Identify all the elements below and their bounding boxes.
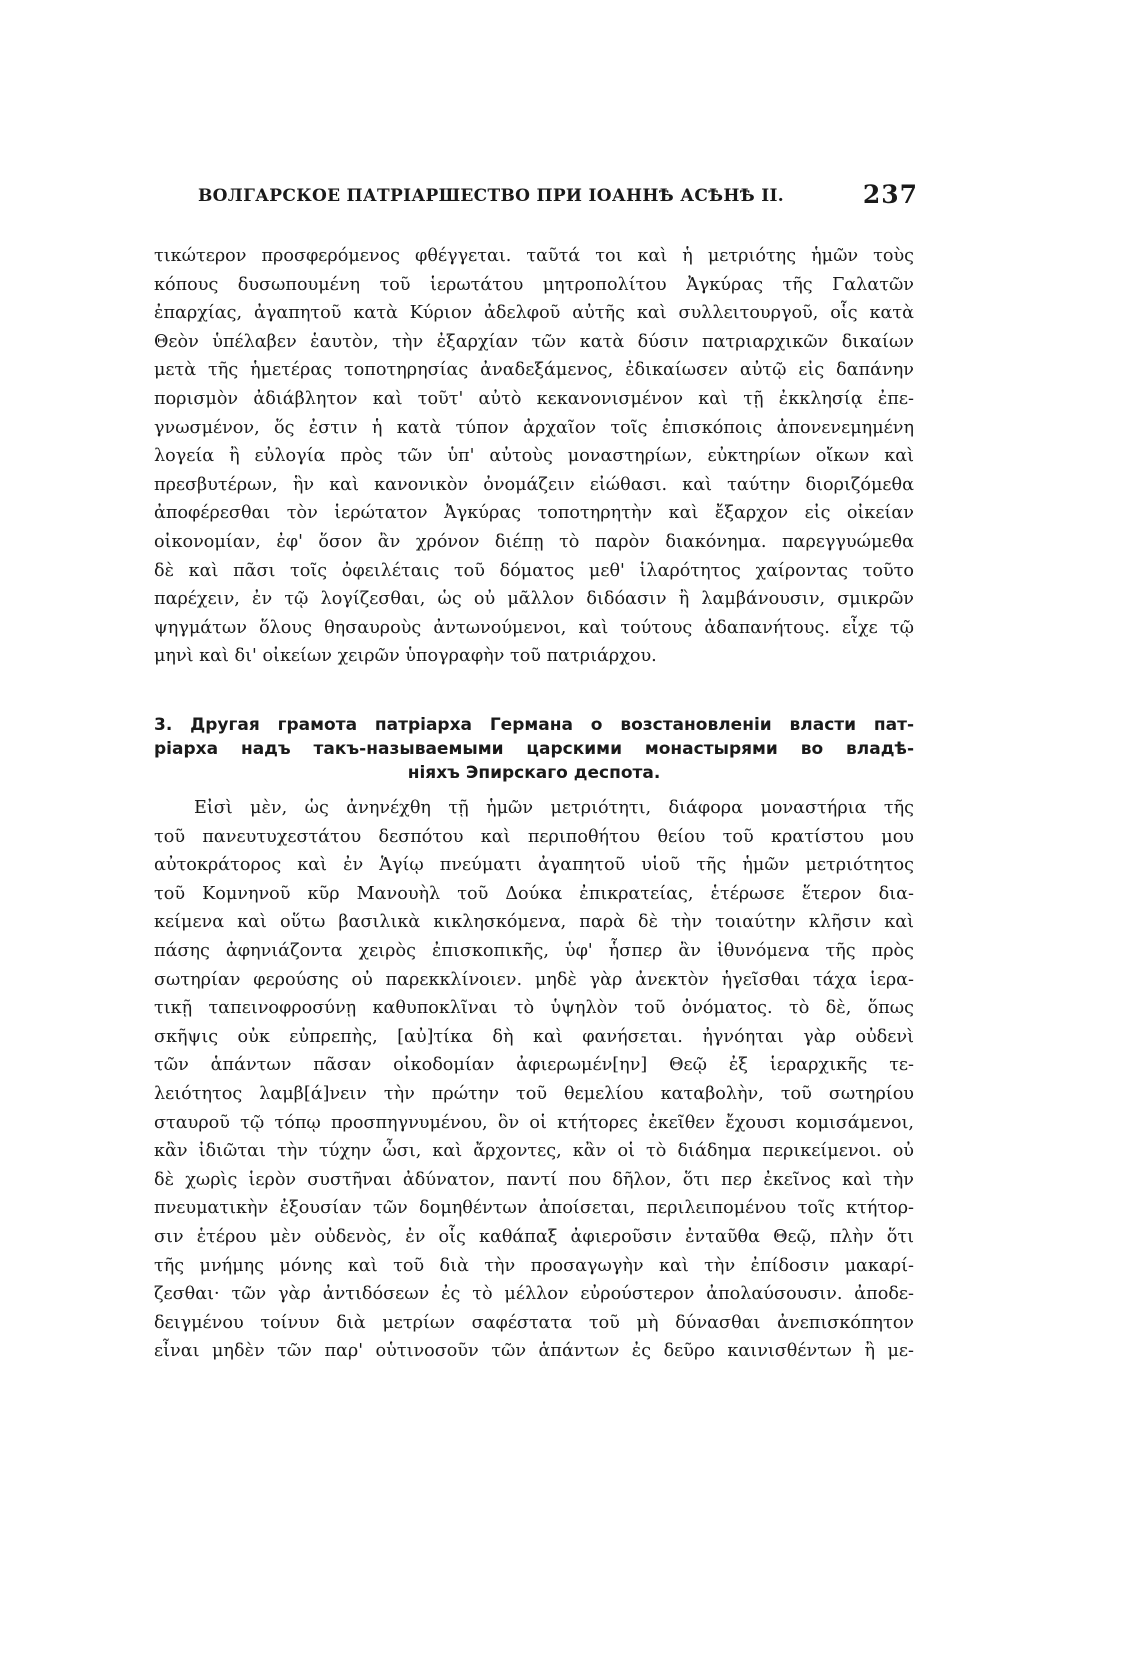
heading-line: рiарха надъ такъ-называемыми царскими монастырями во владѣ- [154, 739, 914, 759]
text-line: ψηγμάτων ὅλους θησαυροὺς ἀντωνούμενοι, καὶ τούτους ἀδαπανήτους. εἶχε τῷ [154, 617, 914, 638]
text-line: σταυροῦ τῷ τόπῳ προσπηγνυμένου, ὃν οἱ κτήτορες ἐκεῖθεν ἔχουσι κομισάμενοι, [154, 1112, 914, 1133]
text-line: δὲ χωρὶς ἱερὸν συστῆναι ἀδύνατον, παντί που δῆλον, ὅτι περ ἐκεῖνος καὶ τὴν [154, 1169, 914, 1190]
text-line: ἐπαρχίας, ἀγαπητοῦ κατὰ Κύριον ἀδελφοῦ αὐτῆς καὶ συλλειτουργοῦ, οἷς κατὰ [154, 303, 914, 324]
text-line: λογεία ἢ εὐλογία πρὸς τῶν ὑπ' αὐτοὺς μοναστηρίων, εὐκτηρίων οἴκων καὶ [154, 446, 914, 467]
text-line: τοῦ Κομνηνοῦ κῦρ Μανουὴλ τοῦ Δούκα ἐπικρατείας, ἑτέρωσε ἕτερον δια- [154, 883, 914, 904]
text-line: πνευματικὴν ἐξουσίαν τῶν δομηθέντων ἀποίσεται, περιλειπομένου τοῖς κτήτορ- [154, 1198, 914, 1219]
text-line: τικῇ ταπεινοφροσύνῃ καθυποκλῖναι τὸ ὑψηλὸν τοῦ ὀνόματος. τὸ δὲ, ὅπως [154, 998, 914, 1019]
text-line: γνωσμένον, ὅς ἐστιν ἡ κατὰ τύπον ἀρχαῖον τοῖς ἐπισκόποις ἀπονενεμημένη [154, 417, 914, 438]
text-line: τῶν ἁπάντων πᾶσαν οἰκοδομίαν ἀφιερωμέν[ην] Θεῷ ἐξ ἱεραρχικῆς τε- [154, 1055, 914, 1076]
text-line: πρεσβυτέρων, ἣν καὶ κανονικὸν ὀνομάζειν εἰώθασι. καὶ ταύτην διοριζόμεθα [154, 474, 914, 495]
text-line: κείμενα καὶ οὕτω βασιλικὰ κικλησκόμενα, παρὰ δὲ τὴν τοιαύτην κλῆσιν καὶ [154, 912, 914, 933]
text-line: παρέχειν, ἐν τῷ λογίζεσθαι, ὡς οὐ μᾶλλον διδόασιν ἢ λαμβάνουσιν, σμικρῶν [154, 589, 914, 610]
text-line: δειγμένου τοίνυν διὰ μετρίων σαφέστατα τοῦ μὴ δύνασθαι ἀνεπισκόπητον [154, 1312, 914, 1333]
text-line: Εἰσὶ μὲν, ὡς ἀνηνέχθη τῇ ἡμῶν μετριότητι, διάφορα μοναστήρια τῆς [194, 798, 914, 818]
text-line: αὐτοκράτορος καὶ ἐν Ἁγίῳ πνεύματι ἀγαπητοῦ υἱοῦ τῆς ἡμῶν μετριότητος [154, 855, 914, 876]
text-line: τικώτερον προσφερόμενος φθέγγεται. ταῦτά τοι καὶ ἡ μετριότης ἡμῶν τοὺς [154, 246, 914, 266]
text-line: λειότητος λαμβ[ά]νειν τὴν πρώτην τοῦ θεμελίου καταβολὴν, τοῦ σωτηρίου [154, 1083, 914, 1104]
text-line: σωτηρίαν φερούσης οὐ παρεκκλίνοιεν. μηδὲ γὰρ ἀνεκτὸν ἡγεῖσθαι τάχα ἱερα- [154, 969, 914, 990]
text-line: σιν ἑτέρου μὲν οὐδενὸς, ἐν οἷς καθάπαξ ἀφιεροῦσιν ἐνταῦθα Θεῷ, πλὴν ὅτι [154, 1226, 914, 1247]
text-line: κόπους δυσωπουμένη τοῦ ἱερωτάτου μητροπολίτου Ἀγκύρας τῆς Γαλατῶν [154, 274, 914, 295]
heading-line: 3. Другая грамота патрiарха Германа о возстановленiи власти пат- [154, 715, 914, 735]
text-line: κἂν ἰδιῶται τὴν τύχην ὦσι, καὶ ἄρχοντες, κἂν οἱ τὸ διάδημα περικείμενοι. οὐ [154, 1141, 914, 1162]
section-heading [154, 713, 914, 785]
text-line: ἀποφέρεσθαι τὸν ἱερώτατον Ἀγκύρας τοποτηρητὴν καὶ ἔξαρχον εἰς οἰκείαν [154, 503, 914, 524]
text-line: πορισμὸν ἀδιάβλητον καὶ τοῦτ' αὐτὸ κεκανονισμένον καὶ τῇ ἐκκλησίᾳ ἐπε- [154, 388, 914, 409]
text-line: μετὰ τῆς ἡμετέρας τοποτηρησίας ἀναδεξάμενος, ἐδικαίωσεν αὐτῷ εἰς δαπάνην [154, 360, 914, 381]
running-title: ВОЛГАРСКОЕ ПАТРIАРШЕСТВО ПРИ IОАННѢ АСѢНѢ II. [198, 186, 785, 206]
page-header [198, 180, 918, 216]
text-line: εἶναι μηδὲν τῶν παρ' οὑτινοσοῦν τῶν ἁπάντων ἐς δεῦρο καινισθέντων ἢ με- [154, 1341, 914, 1362]
paragraph-continued [154, 242, 914, 671]
text-line: μηνὶ καὶ δι' οἰκείων χειρῶν ὑπογραφὴν τοῦ πατριάρχου. [154, 646, 657, 667]
text-line: δὲ καὶ πᾶσι τοῖς ὀφειλέταις τοῦ δόματος μεθ' ἱλαρότητος χαίροντας τοῦτο [154, 560, 914, 581]
text-line: ζεσθαι· τῶν γὰρ ἀντιδόσεων ἐς τὸ μέλλον εὐρούστερον ἀπολαύσουσιν. ἀποδε- [154, 1284, 914, 1305]
text-line: πάσης ἀφηνιάζοντα χειρὸς ἐπισκοπικῆς, ὑφ' ἧσπερ ἂν ἰθυνόμενα τῆς πρὸς [154, 940, 914, 961]
page-number: 237 [862, 180, 918, 209]
text-line: σκῆψις οὐκ εὐπρεπὴς, [αὐ]τίκα δὴ καὶ φανήσεται. ἠγνόηται γὰρ οὐδενὶ [154, 1026, 914, 1047]
paragraph-document [154, 794, 914, 1366]
text-line: τοῦ πανευτυχεστάτου δεσπότου καὶ περιποθήτου θείου τοῦ κρατίστου μου [154, 826, 914, 847]
text-line: Θεὸν ὑπέλαβεν ἑαυτὸν, τὴν ἐξαρχίαν τῶν κατὰ δύσιν πατριαρχικῶν δικαίων [154, 331, 914, 352]
text-line: οἰκονομίαν, ἐφ' ὅσον ἂν χρόνον διέπῃ τὸ παρὸν διακόνημα. παρεγγυώμεθα [154, 531, 914, 552]
text-line: τῆς μνήμης μόνης καὶ τοῦ διὰ τὴν προσαγωγὴν καὶ τὴν ἐπίδοσιν μακαρί- [154, 1255, 914, 1276]
heading-line: нiяхъ Эпирскаго деспота. [407, 763, 661, 783]
